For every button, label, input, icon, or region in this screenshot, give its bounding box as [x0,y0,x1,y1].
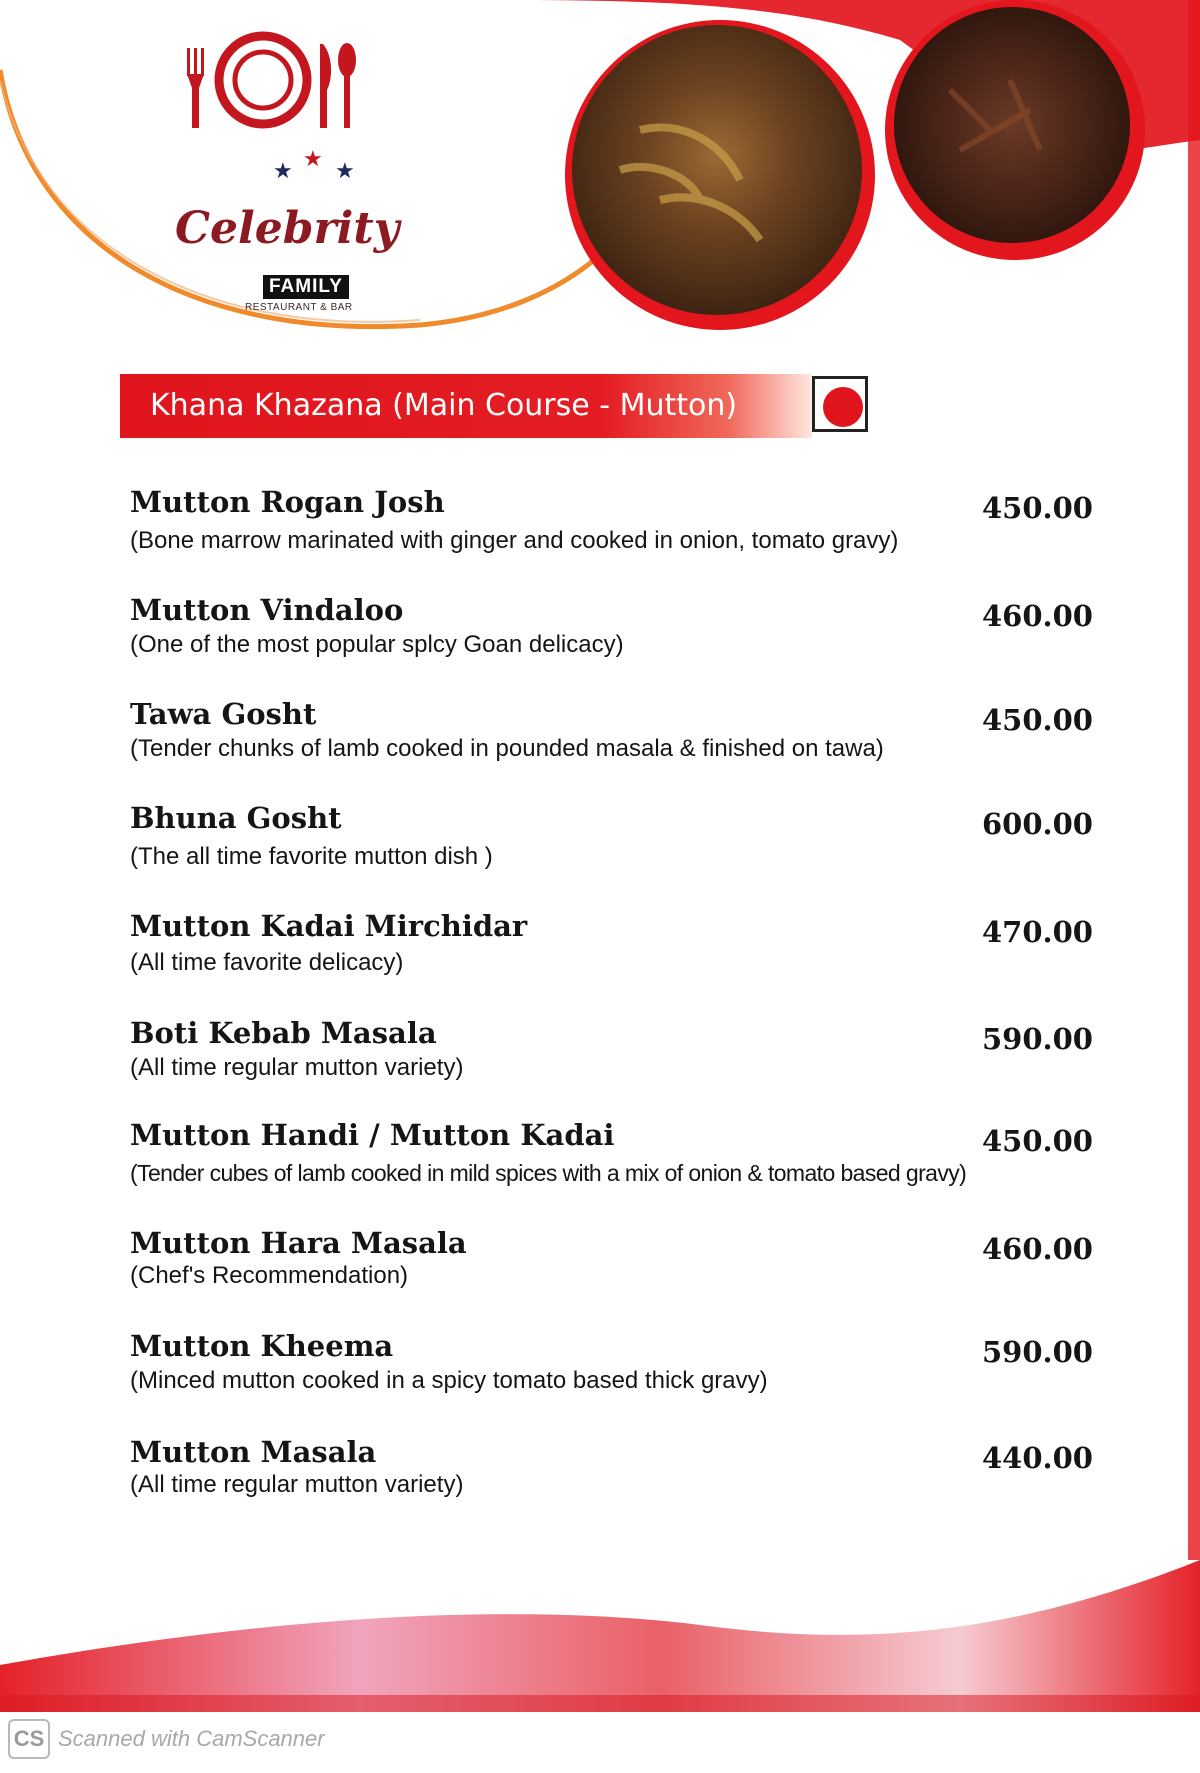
item-name: Bhuna Gosht [130,801,342,835]
item-price: 600.00 [982,807,1093,841]
item-price: 470.00 [982,915,1093,949]
svg-text:★: ★ [303,147,323,172]
item-name: Mutton Handi / Mutton Kadai [130,1118,615,1152]
item-description: (The all time favorite mutton dish ) [130,843,493,870]
item-name: Mutton Vindaloo [130,593,404,627]
brand-subtitle: RESTAURANT & BAR [245,302,353,313]
item-price: 450.00 [982,1124,1093,1158]
scanner-watermark-text: Scanned with CamScanner [58,1726,325,1751]
item-name: Mutton Kheema [130,1329,394,1363]
menu-item [130,1118,1110,1198]
item-name: Tawa Gosht [130,697,317,731]
scanner-footer [0,1712,1200,1773]
item-name: Mutton Masala [130,1435,377,1469]
item-price: 450.00 [982,703,1093,737]
menu-item [130,1435,1110,1515]
menu-item [130,1329,1110,1409]
item-description: (All time favorite delicacy) [130,949,404,976]
section-title: Khana Khazana (Main Course - Mutton) [150,388,738,423]
item-name: Mutton Rogan Josh [130,485,445,519]
item-price: 590.00 [982,1022,1093,1056]
item-price: 590.00 [982,1335,1093,1369]
item-description: (Minced mutton cooked in a spicy tomato based thick gravy) [130,1367,768,1394]
item-description: (One of the most popular splcy Goan delicacy) [130,631,624,658]
menu-item [130,801,1110,881]
item-description: (All time regular mutton variety) [130,1054,464,1081]
camscanner-logo-icon: CS [8,1719,50,1759]
item-price: 440.00 [982,1441,1093,1475]
menu-item [130,485,1110,565]
item-name: Mutton Hara Masala [130,1226,467,1260]
item-description: (Tender chunks of lamb cooked in pounded masala & finished on tawa) [130,735,884,762]
menu-item [130,1226,1110,1306]
item-price: 460.00 [982,1232,1093,1266]
item-description: (Tender cubes of lamb cooked in mild spices with a mix of onion & tomato based gravy) [130,1160,967,1186]
brand-tag: FAMILY [263,275,349,299]
item-name: Mutton Kadai Mirchidar [130,909,528,943]
menu-item [130,1016,1110,1096]
menu-item [130,909,1110,989]
svg-text:★: ★ [335,159,355,178]
item-price: 460.00 [982,599,1093,633]
svg-text:★: ★ [273,159,293,178]
menu-item [130,697,1110,777]
item-name: Boti Kebab Masala [130,1016,437,1050]
item-description: (All time regular mutton variety) [130,1471,464,1498]
item-description: (Bone marrow marinated with ginger and cooked in onion, tomato gravy) [130,527,899,554]
item-price: 450.00 [982,491,1093,525]
brand-name: Celebrity [175,203,400,254]
menu-item [130,593,1110,673]
item-description: (Chef's Recommendation) [130,1262,409,1289]
